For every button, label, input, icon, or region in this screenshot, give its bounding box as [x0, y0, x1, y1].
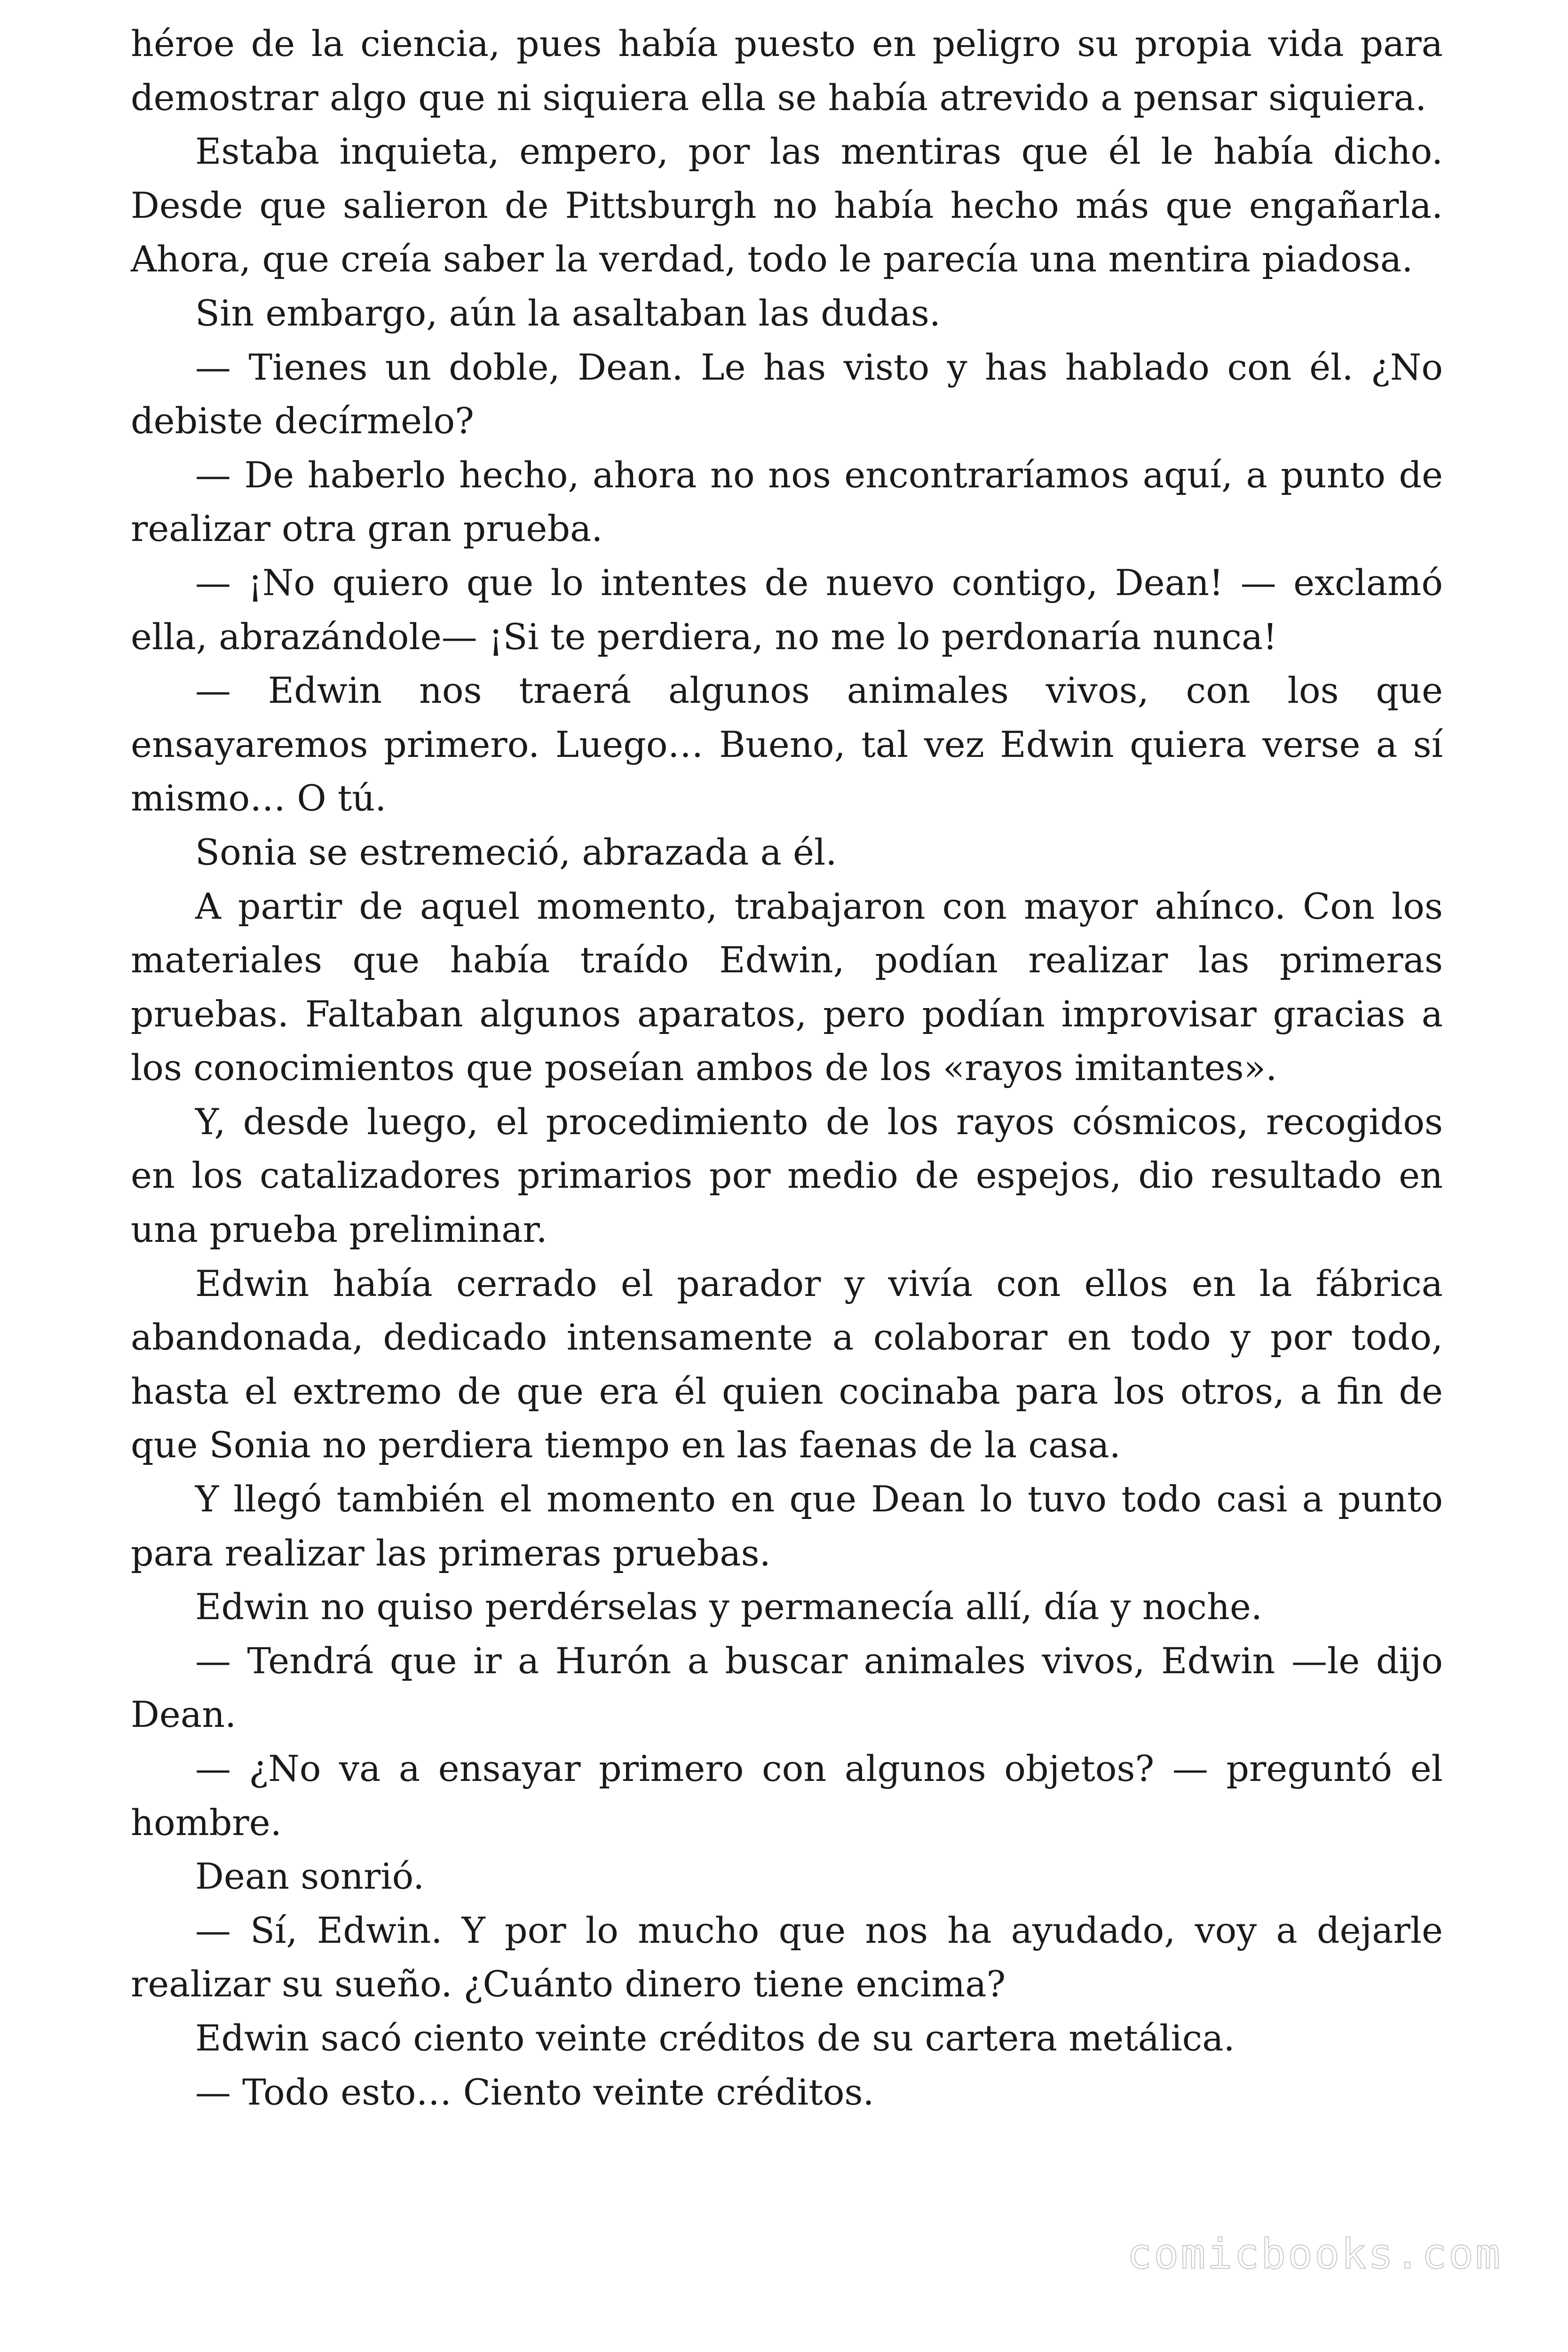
paragraph: — ¡No quiero que lo intentes de nuevo contigo, Dean! — exclamó ella, abrazándole— ¡Si te perdiera, no me lo perdonaría nunca!: [131, 561, 1443, 658]
paragraph: — ¿No va a ensayar primero con algunos objetos? — preguntó el hombre.: [131, 1748, 1443, 1843]
paragraph: Estaba inquieta, empero, por las mentiras que él le había dicho. Desde que salieron de Pittsburgh no había hecho más que engañarla. Ahora, que creía saber la verdad, todo le parecía una mentira piadosa.: [131, 130, 1443, 280]
watermark: comicbooks.com: [1127, 2230, 1502, 2278]
paragraph: Sin embargo, aún la asaltaban las dudas.: [195, 292, 941, 334]
paragraph: — De haberlo hecho, ahora no nos encontraríamos aquí, a punto de realizar otra gran prueba.: [131, 453, 1443, 550]
paragraph: Sonia se estremeció, abrazada a él.: [195, 831, 837, 873]
paragraph: Edwin no quiso perdérselas y permanecía allí, día y noche.: [195, 1586, 1263, 1628]
paragraph: Edwin sacó ciento veinte créditos de su cartera metálica.: [195, 2017, 1235, 2059]
paragraph: Y llegó también el momento en que Dean lo tuvo todo casi a punto para realizar las primeras pruebas.: [131, 1478, 1443, 1574]
paragraph: — Tienes un doble, Dean. Le has visto y has hablado con él. ¿No debiste decírmelo?: [131, 346, 1443, 442]
paragraph: Edwin había cerrado el parador y vivía con ellos en la fábrica abandonada, dedicado intensamente a colaborar en todo y por todo, hasta el extremo de que era él quien cocinaba para los otros, a fin de que Sonia no perdiera tiempo en las faenas de la casa.: [131, 1262, 1443, 1466]
paragraph: Dean sonrió.: [195, 1855, 425, 1898]
paragraph: — Tendrá que ir a Hurón a buscar animales vivos, Edwin —le dijo Dean.: [131, 1639, 1443, 1736]
page-text: [131, 17, 1443, 2119]
paragraph: héroe de la ciencia, pues había puesto en peligro su propia vida para demostrar algo que ni siquiera ella se había atrevido a pensar siquiera.: [131, 23, 1443, 119]
paragraph: — Sí, Edwin. Y por lo mucho que nos ha ayudado, voy a dejarle realizar su sueño. ¿Cuánto dinero tiene encima?: [131, 1909, 1443, 2005]
paragraph: Y, desde luego, el procedimiento de los rayos cósmicos, recogidos en los catalizadores primarios por medio de espejos, dio resultado en una prueba preliminar.: [131, 1100, 1443, 1251]
paragraph: — Edwin nos traerá algunos animales vivos, con los que ensayaremos primero. Luego… Bueno, tal vez Edwin quiera verse a sí mismo… O tú.: [131, 669, 1443, 819]
paragraph: — Todo esto… Ciento veinte créditos.: [195, 2071, 874, 2113]
paragraph: A partir de aquel momento, trabajaron con mayor ahínco. Con los materiales que había traído Edwin, podían realizar las primeras pruebas. Faltaban algunos aparatos, pero podían improvisar gracias a los conocimientos que poseían ambos de los «rayos imitantes».: [131, 885, 1443, 1089]
